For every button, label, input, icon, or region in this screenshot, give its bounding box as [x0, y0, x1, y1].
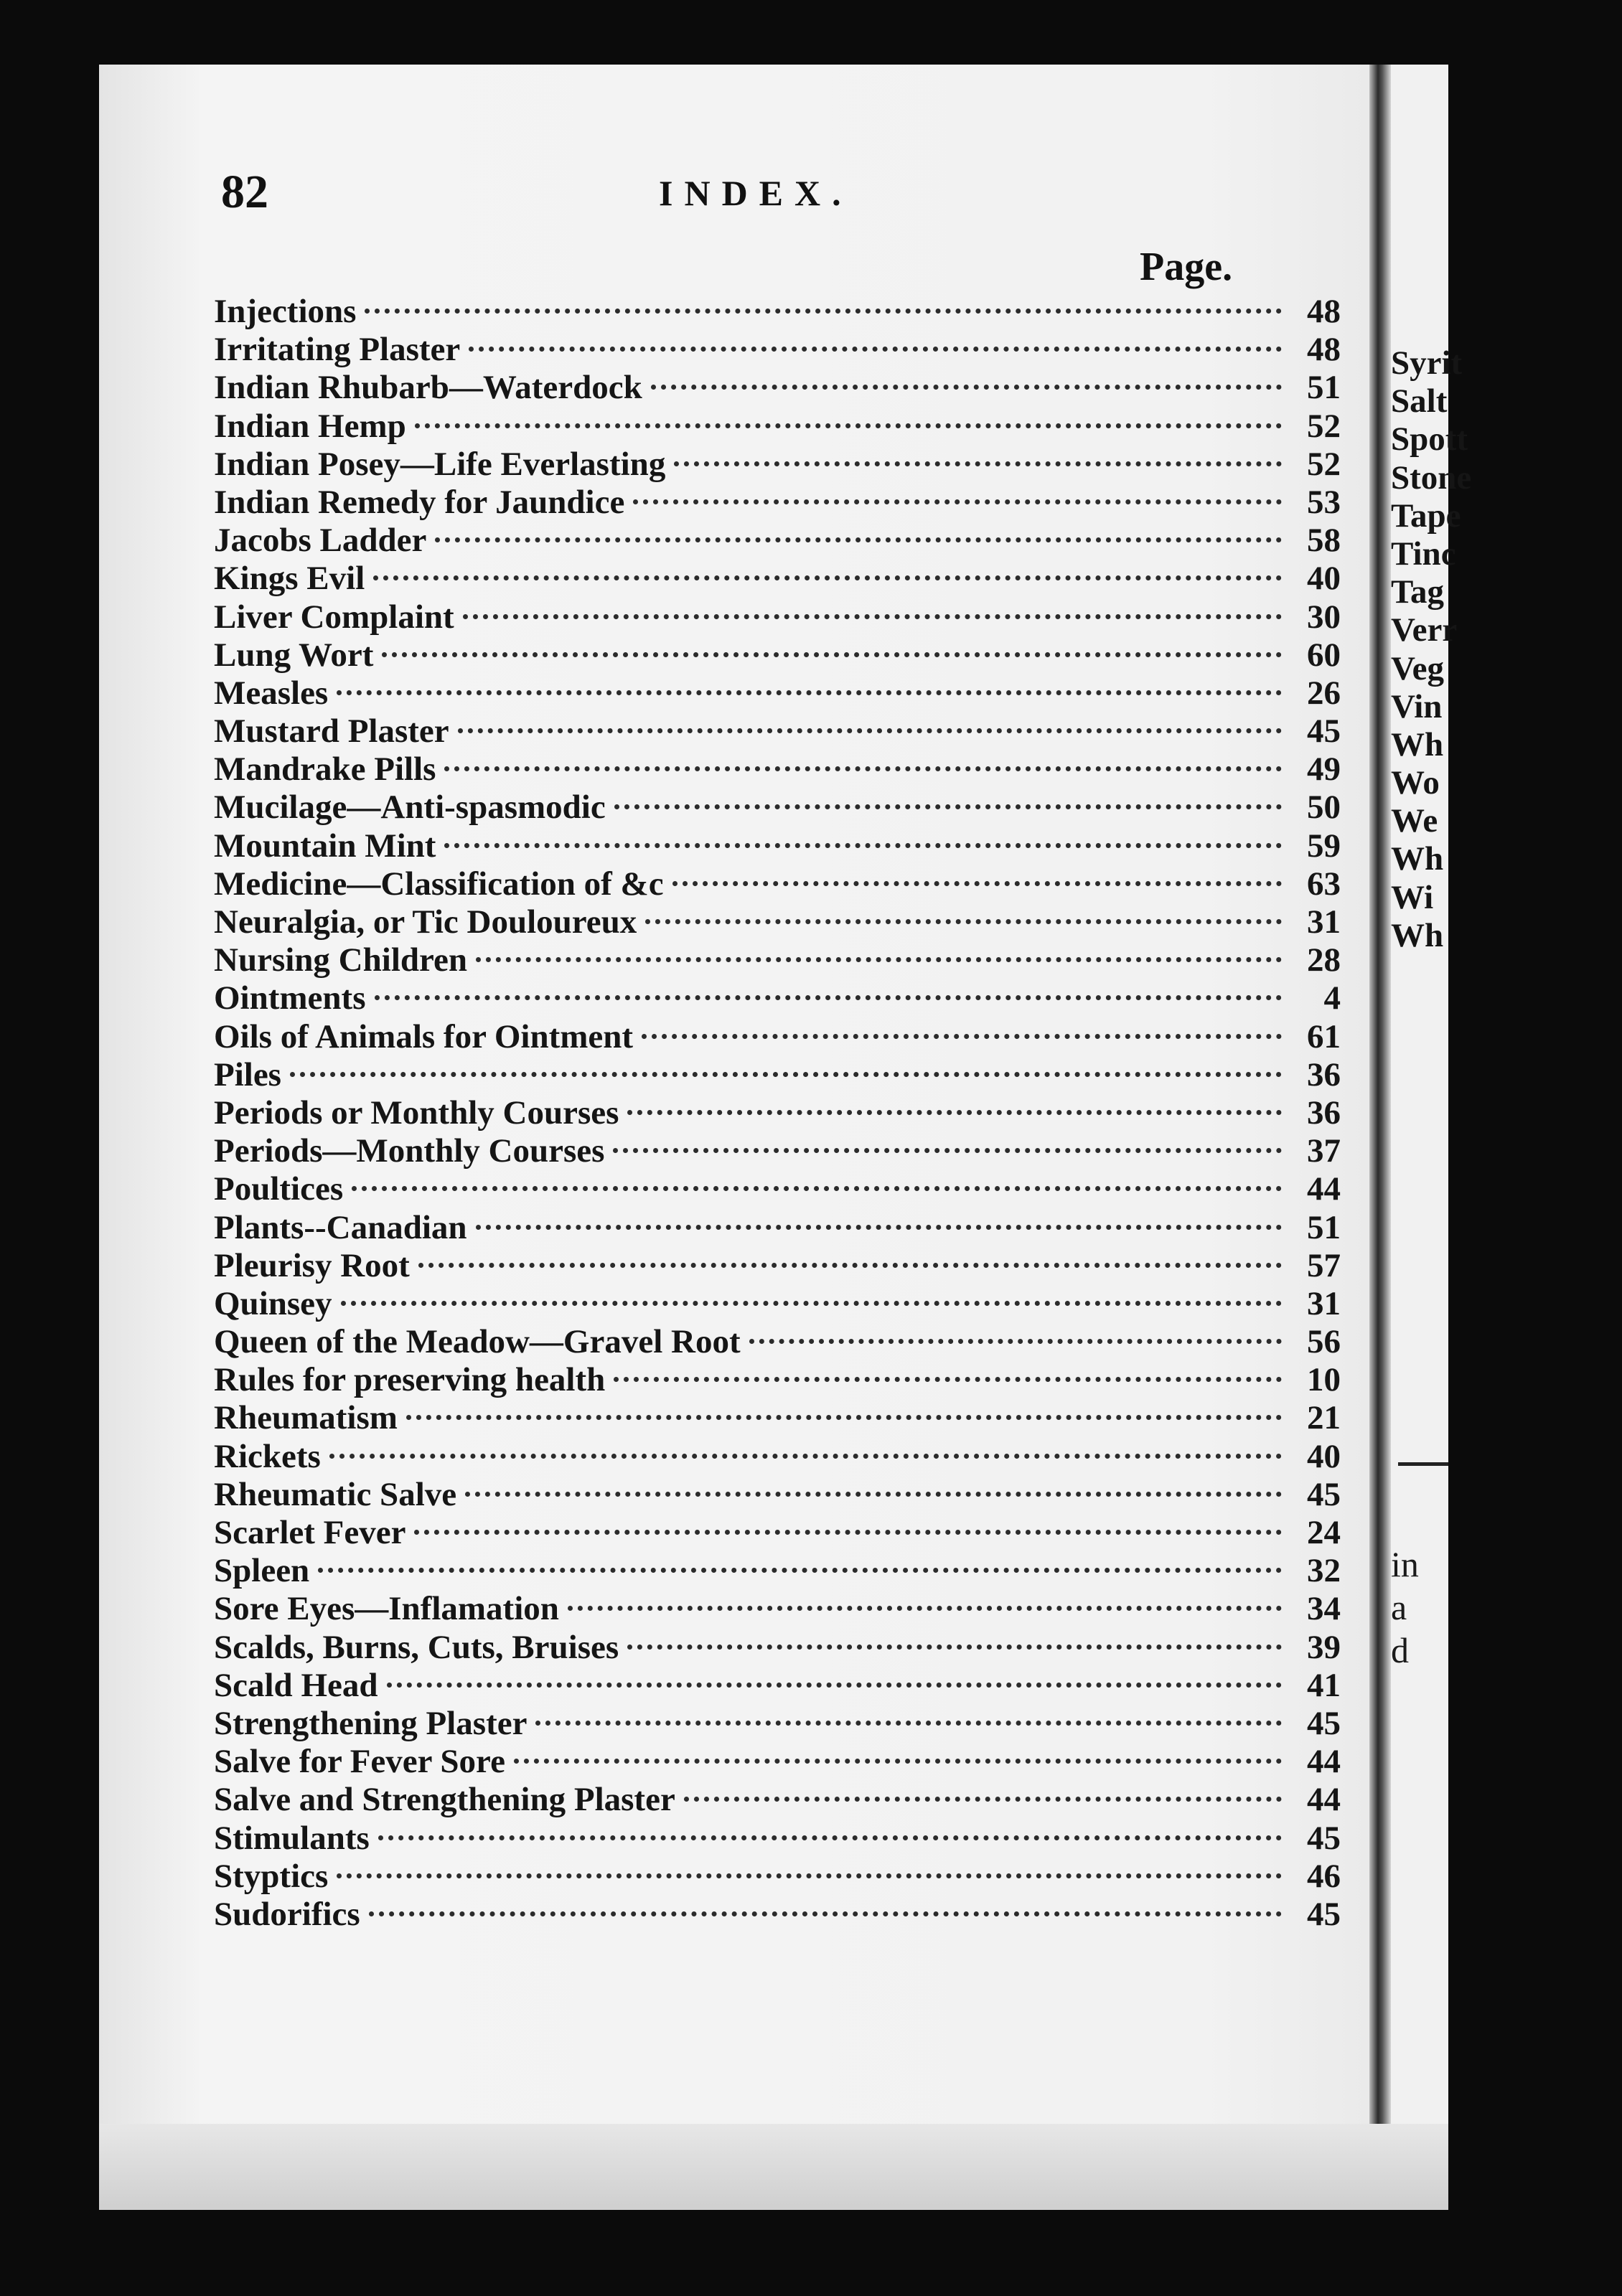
dot-leader	[674, 461, 1282, 466]
index-entry-term: Indian Remedy for Jaundice	[214, 483, 625, 521]
index-entry-page: 44	[1307, 1781, 1341, 1819]
dot-leader	[749, 1339, 1282, 1344]
index-entry-page: 57	[1307, 1246, 1341, 1284]
dot-leader	[318, 1568, 1282, 1573]
index-entry-page: 48	[1307, 331, 1341, 369]
index-entry	[214, 636, 1341, 674]
dot-leader	[627, 1110, 1282, 1115]
running-head: INDEX.	[659, 173, 853, 213]
index-entry-page: 32	[1307, 1552, 1341, 1590]
adjacent-page-entry: Vin	[1391, 687, 1443, 725]
index-entry-term: Queen of the Meadow—Gravel Root	[214, 1323, 741, 1361]
index-entry	[214, 408, 1341, 446]
adjacent-page-entry: We	[1391, 802, 1438, 840]
adjacent-page-entry: Wo	[1391, 764, 1440, 802]
index-entry-page: 37	[1307, 1132, 1341, 1170]
index-entry-page: 39	[1307, 1628, 1341, 1666]
index-entry	[214, 1820, 1341, 1858]
index-entry	[214, 1438, 1341, 1476]
index-entry	[214, 1361, 1341, 1399]
dot-leader	[406, 1415, 1282, 1420]
index-entry-page: 31	[1307, 903, 1341, 941]
index-entry-page: 28	[1307, 941, 1341, 979]
index-entry	[214, 865, 1341, 903]
dot-leader	[627, 1645, 1282, 1650]
adjacent-page-entry: Wh	[1391, 916, 1444, 954]
index-entry-term: Medicine—Classification of &c	[214, 865, 664, 903]
adjacent-page-entry: Spott	[1391, 420, 1468, 458]
index-entry-term: Rickets	[214, 1437, 321, 1475]
index-entry	[214, 1667, 1341, 1705]
index-entry	[214, 1590, 1341, 1628]
right-leaf	[1391, 65, 1472, 2210]
index-entry-page: 41	[1307, 1666, 1341, 1704]
index-entry	[214, 789, 1341, 827]
index-entry	[214, 1094, 1341, 1132]
dot-leader	[290, 1072, 1282, 1077]
index-entry	[214, 1514, 1341, 1552]
adjacent-page-fragment: d	[1391, 1630, 1409, 1670]
index-entry	[214, 1018, 1341, 1056]
index-entry-page: 34	[1307, 1590, 1341, 1628]
index-entry-page: 50	[1307, 789, 1341, 827]
dot-leader	[341, 1301, 1282, 1306]
index-entry-term: Nursing Children	[214, 941, 468, 979]
index-entry-term: Stimulants	[214, 1819, 370, 1857]
index-entry-page: 45	[1307, 712, 1341, 751]
index-entry-term: Poultices	[214, 1170, 344, 1208]
index-entry	[214, 903, 1341, 941]
index-entry-term: Periods or Monthly Courses	[214, 1093, 619, 1131]
index-entry-term: Quinsey	[214, 1284, 332, 1322]
index-entry	[214, 674, 1341, 712]
dot-leader	[444, 843, 1282, 848]
adjacent-page-entry: Tag	[1391, 573, 1445, 611]
index-entry-term: Rheumatism	[214, 1399, 398, 1437]
index-entry	[214, 1209, 1341, 1247]
index-entry	[214, 751, 1341, 789]
index-entry-page: 52	[1307, 445, 1341, 483]
index-entry-page: 52	[1307, 407, 1341, 445]
index-entry	[214, 1705, 1341, 1743]
index-entry-term: Periods—Monthly Courses	[214, 1132, 605, 1170]
dot-leader	[514, 1759, 1282, 1764]
index-entry-term: Sore Eyes—Inflamation	[214, 1590, 559, 1628]
index-entry-page: 40	[1307, 1437, 1341, 1475]
index-entry-page: 59	[1307, 827, 1341, 865]
dot-leader	[458, 728, 1282, 733]
index-entry-term: Ointments	[214, 979, 366, 1017]
index-entry-term: Mucilage—Anti-spasmodic	[214, 789, 606, 827]
index-entry	[214, 293, 1341, 331]
dot-leader	[645, 919, 1282, 924]
index-entry	[214, 560, 1341, 598]
index-entry-page: 21	[1307, 1399, 1341, 1437]
index-entry	[214, 1132, 1341, 1170]
index-entry-term: Piles	[214, 1055, 281, 1093]
index-entry	[214, 1170, 1341, 1208]
dot-leader	[378, 1835, 1282, 1840]
dot-leader	[684, 1797, 1282, 1802]
index-entry-page: 45	[1307, 1895, 1341, 1933]
index-entry	[214, 1247, 1341, 1285]
index-entry	[214, 941, 1341, 979]
index-entry-page: 45	[1307, 1475, 1341, 1513]
index-entry-page: 56	[1307, 1323, 1341, 1361]
index-entry	[214, 598, 1341, 636]
dot-leader	[418, 1263, 1282, 1268]
index-entry-page: 51	[1307, 369, 1341, 407]
index-entry-term: Scarlet Fever	[214, 1514, 406, 1551]
index-entry	[214, 712, 1341, 751]
adjacent-page-rule	[1398, 1462, 1448, 1466]
index-entry	[214, 1743, 1341, 1781]
dot-leader	[373, 575, 1282, 580]
left-leaf	[99, 65, 1394, 2210]
adjacent-page-entry: Salt	[1391, 382, 1448, 420]
index-entry-page: 49	[1307, 751, 1341, 789]
dot-leader	[672, 881, 1282, 886]
index-entry-term: Salve and Strengthening Plaster	[214, 1781, 675, 1819]
index-entry-page: 45	[1307, 1819, 1341, 1857]
index-entry-page: 31	[1307, 1284, 1341, 1322]
page-number: 82	[221, 166, 268, 218]
index-entry-term: Sudorifics	[214, 1895, 360, 1933]
index-entry-page: 44	[1307, 1170, 1341, 1208]
adjacent-page-entry: Tape	[1391, 497, 1461, 535]
adjacent-page-bottom-fragments	[1391, 1543, 1419, 1672]
index-entry	[214, 1323, 1341, 1361]
index-entry-term: Scalds, Burns, Cuts, Bruises	[214, 1628, 619, 1666]
index-entry-term: Indian Hemp	[214, 407, 406, 445]
index-entry-page: 4	[1323, 979, 1341, 1017]
adjacent-page-entry: Verr	[1391, 611, 1458, 649]
index-entry	[214, 1476, 1341, 1514]
index-entry-term: Pleurisy Root	[214, 1246, 410, 1284]
index-entry-page: 10	[1307, 1361, 1341, 1399]
index-entry	[214, 1285, 1341, 1323]
index-entry-page: 24	[1307, 1514, 1341, 1551]
index-entry	[214, 369, 1341, 407]
adjacent-page-entry: Wi	[1391, 878, 1434, 916]
dot-leader	[476, 1225, 1282, 1230]
index-entry-page: 30	[1307, 598, 1341, 636]
dot-leader	[469, 347, 1282, 352]
dot-leader	[463, 614, 1282, 619]
index-entry-term: Injections	[214, 293, 357, 330]
index-entry-term: Styptics	[214, 1857, 329, 1895]
index-entry-page: 26	[1307, 674, 1341, 712]
index-entry-page: 44	[1307, 1743, 1341, 1781]
dot-leader	[651, 385, 1282, 390]
index-entry	[214, 827, 1341, 865]
dot-leader	[415, 423, 1282, 428]
adjacent-page-entry: Syrit	[1391, 344, 1463, 382]
index-entry-page: 58	[1307, 522, 1341, 560]
adjacent-page-entry: Wh	[1391, 725, 1444, 763]
index-entry-term: Scald Head	[214, 1666, 378, 1704]
index-entry-list	[214, 293, 1341, 1934]
index-entry	[214, 979, 1341, 1017]
dot-leader	[369, 1911, 1282, 1916]
index-entry-term: Rheumatic Salve	[214, 1475, 457, 1513]
index-entry-page: 60	[1307, 636, 1341, 674]
index-entry	[214, 1056, 1341, 1094]
index-entry-term: Neuralgia, or Tic Douloureux	[214, 903, 637, 941]
index-entry-term: Jacobs Ladder	[214, 522, 427, 560]
index-entry-page: 36	[1307, 1055, 1341, 1093]
index-entry-page: 53	[1307, 483, 1341, 521]
dot-leader	[465, 1492, 1282, 1497]
index-entry-term: Indian Posey—Life Everlasting	[214, 445, 666, 483]
dot-leader	[414, 1530, 1282, 1535]
adjacent-page-entry: Wh	[1391, 840, 1444, 878]
dot-leader	[568, 1606, 1282, 1611]
index-entry-page: 51	[1307, 1208, 1341, 1246]
index-entry	[214, 1896, 1341, 1934]
dot-leader	[387, 1683, 1282, 1688]
index-entry-term: Mandrake Pills	[214, 751, 436, 789]
index-entry-term: Kings Evil	[214, 560, 365, 598]
book-gutter	[1369, 65, 1391, 2210]
index-entry-term: Plants--Canadian	[214, 1208, 467, 1246]
adjacent-page-fragment: a	[1391, 1587, 1407, 1627]
page-bottom-edge	[99, 2124, 1448, 2210]
dot-leader	[614, 1377, 1282, 1382]
dot-leader	[337, 1873, 1282, 1878]
index-entry-page: 63	[1307, 865, 1341, 903]
index-entry	[214, 446, 1341, 484]
adjacent-page-fragment: in	[1391, 1544, 1419, 1584]
adjacent-page-entry: Veg	[1391, 649, 1444, 687]
dot-leader	[642, 1034, 1282, 1039]
index-entry-term: Spleen	[214, 1552, 310, 1590]
dot-leader	[337, 690, 1282, 695]
index-entry	[214, 1399, 1341, 1437]
dot-leader	[613, 1148, 1282, 1153]
index-entry-term: Rules for preserving health	[214, 1361, 606, 1399]
dot-leader	[375, 995, 1283, 1000]
index-entry	[214, 1552, 1341, 1590]
index-entry-term: Irritating Plaster	[214, 331, 461, 369]
index-entry	[214, 522, 1341, 560]
index-entry	[214, 1629, 1341, 1667]
adjacent-page-entry-list	[1391, 344, 1471, 955]
dot-leader	[633, 499, 1282, 504]
index-entry-term: Salve for Fever Sore	[214, 1743, 505, 1781]
index-entry-term: Mountain Mint	[214, 827, 436, 865]
dot-leader	[329, 1454, 1282, 1459]
index-entry-term: Measles	[214, 674, 329, 712]
dot-leader	[444, 766, 1282, 771]
index-entry-term: Lung Wort	[214, 636, 374, 674]
index-entry-term: Oils of Animals for Ointment	[214, 1017, 634, 1055]
index-entry-page: 48	[1307, 293, 1341, 330]
index-entry-page: 36	[1307, 1093, 1341, 1131]
page-column-header: Page.	[1140, 245, 1233, 289]
adjacent-page-entry: Tinc	[1391, 535, 1456, 573]
index-entry-page: 40	[1307, 560, 1341, 598]
index-entry	[214, 331, 1341, 369]
index-entry-term: Strengthening Plaster	[214, 1704, 528, 1742]
index-entry-page: 46	[1307, 1857, 1341, 1895]
dot-leader	[614, 804, 1282, 809]
dot-leader	[382, 652, 1282, 657]
index-entry-term: Mustard Plaster	[214, 712, 449, 751]
scanned-page	[99, 65, 1472, 2210]
index-entry	[214, 1781, 1341, 1819]
index-entry-page: 61	[1307, 1017, 1341, 1055]
index-entry	[214, 1858, 1341, 1896]
index-entry	[214, 484, 1341, 522]
index-entry-term: Indian Rhubarb—Waterdock	[214, 369, 642, 407]
dot-leader	[435, 537, 1282, 542]
index-entry-term: Liver Complaint	[214, 598, 454, 636]
dot-leader	[476, 957, 1282, 962]
index-entry-page: 45	[1307, 1704, 1341, 1742]
dot-leader	[352, 1186, 1282, 1191]
dot-leader	[535, 1721, 1282, 1726]
adjacent-page-entry: Stone	[1391, 458, 1472, 497]
dot-leader	[365, 309, 1282, 314]
